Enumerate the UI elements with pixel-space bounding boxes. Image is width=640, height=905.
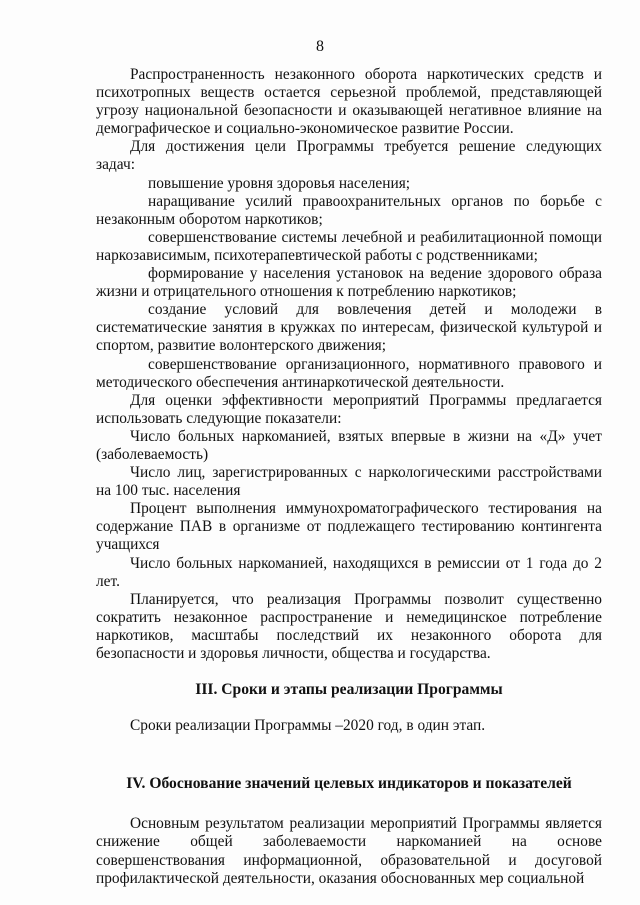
indicator-item: Число больных наркоманией, взятых впервые в жизни на «Д» учет (заболеваемость) bbox=[96, 427, 602, 463]
indicator-item: Число больных наркоманией, находящихся в ремиссии от 1 года до 2 лет. bbox=[96, 554, 602, 590]
section-3-heading: III. Сроки и этапы реализации Программы bbox=[195, 681, 503, 699]
section-3-text: Сроки реализации Программы –2020 год, в один этап. bbox=[130, 717, 486, 735]
task-item: совершенствование организационного, нормативного правового и методического обеспечения антинаркотической деятельности. bbox=[96, 355, 602, 391]
paragraph-indicators-intro: Для оценки эффективности мероприятий Программы предлагается использовать следующие показатели: bbox=[96, 391, 602, 427]
section-4-text: Основным результатом реализации мероприятий Программы является снижение общей заболеваемости наркоманией на основе совершенствования информационной, образовательной и досуговой профилактической деятельности, оказания обоснованных мер социальной bbox=[96, 815, 602, 887]
paragraph-prevalence: Распространенность незаконного оборота наркотических средств и психотропных веществ остается серьезной проблемой, представляющей угрозу национальной безопасности и оказывающей негативное влияние на демографическое и социально-экономическое развитие России. bbox=[96, 66, 602, 138]
section-4-heading: IV. Обоснование значений целевых индикаторов и показателей bbox=[126, 775, 572, 793]
indicator-item: Число лиц, зарегистрированных с наркологическими расстройствами на 100 тыс. населения bbox=[96, 464, 602, 500]
paragraph-conclusion: Планируется, что реализация Программы позволит существенно сократить незаконное распространение и немедицинское потребление наркотиков, масштабы последствий их незаконного оборота для безопасности и здоровья личности, общества и государства. bbox=[96, 590, 602, 662]
task-item: наращивание усилий правоохранительных органов по борьбе с незаконным оборотом наркотиков; bbox=[96, 192, 602, 228]
task-item: создание условий для вовлечения детей и молодежи в систематические занятия в кружках по интересам, физической культурой и спортом, развитие волонтерского движения; bbox=[96, 301, 602, 355]
task-item: формирование у населения установок на ведение здорового образа жизни и отрицательного отношения к потреблению наркотиков; bbox=[96, 265, 602, 301]
document-body bbox=[96, 66, 602, 888]
task-item: повышение уровня здоровья населения; bbox=[148, 174, 411, 192]
indicator-item: Процент выполнения иммунохроматографического тестирования на содержание ПАВ в организме от подлежащего тестированию контингента учащихся bbox=[96, 500, 602, 554]
task-item: совершенствование системы лечебной и реабилитационной помощи наркозависимым, психотерапевтической работы с родственниками; bbox=[96, 228, 602, 264]
page-number: 8 bbox=[316, 38, 324, 55]
paragraph-tasks-intro: Для достижения цели Программы требуется решение следующих задач: bbox=[96, 138, 602, 174]
